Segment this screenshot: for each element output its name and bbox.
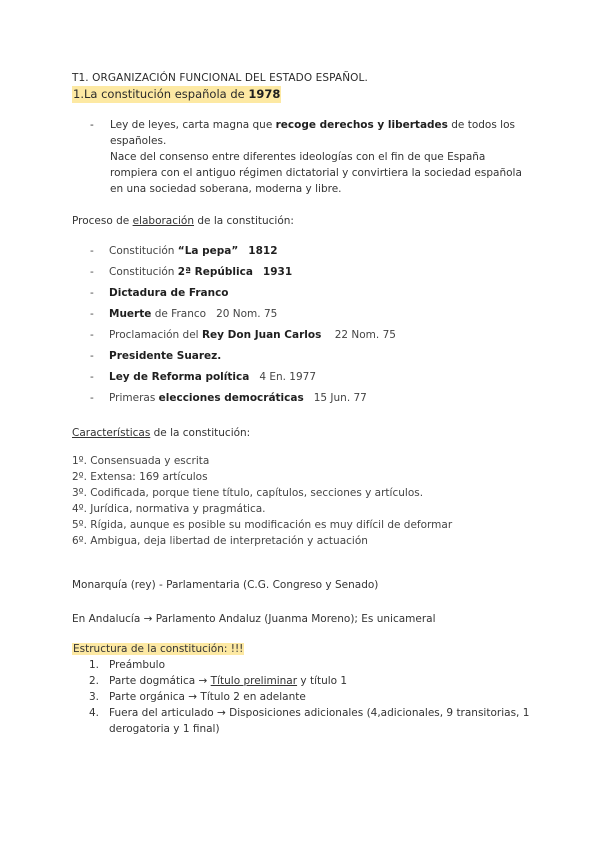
intro-line-2: Nace del consenso entre diferentes ideologías con el fin de que España rompiera con el antiguo régimen dictatorial y convirtiera la sociedad española en una sociedad soberana, moderna y libre.: [110, 151, 522, 195]
characteristics-heading: Características de la constitución:: [72, 427, 251, 439]
process-text: [253, 266, 263, 278]
andalucia-line: En Andalucía → Parlamento Andaluz (Juanma Moreno); Es unicameral: [72, 613, 436, 625]
process-text: Proclamación del: [109, 329, 202, 341]
structure-section: [72, 641, 532, 737]
process-item: [72, 388, 532, 409]
structure-text: Preámbulo: [109, 659, 166, 671]
section-heading-constitution: 1.La constitución española de 1978: [73, 87, 281, 101]
process-text: Dictadura de Franco: [109, 287, 229, 299]
structure-text-underlined: Título preliminar: [210, 675, 298, 687]
structure-number: 4.: [89, 707, 100, 719]
process-text: Presidente Suarez.: [109, 350, 222, 362]
process-text: 15 Jun. 77: [303, 392, 367, 404]
structure-item: [72, 689, 532, 705]
process-item: [72, 283, 532, 304]
process-heading: Proceso de elaboración de la constitución:: [72, 215, 294, 227]
structure-text-tail: y título 1: [297, 675, 348, 687]
structure-text: Parte orgánica → Título 2 en adelante: [109, 691, 306, 703]
process-dash: -: [90, 371, 94, 383]
intro-paragraph: [72, 117, 532, 197]
process-text: 1812: [248, 245, 278, 257]
characteristic-item: 2º. Extensa: 169 artículos: [72, 471, 208, 483]
process-list: [72, 241, 532, 409]
process-dash: -: [90, 287, 94, 299]
process-text: Ley de Reforma política: [109, 371, 250, 383]
process-text: Primeras: [109, 392, 159, 404]
structure-number: 1.: [89, 659, 100, 671]
intro-line-1: Ley de leyes, carta magna que recoge derechos y libertades de todos los españoles.: [110, 119, 515, 147]
process-dash: -: [90, 266, 94, 278]
characteristic-item: 1º. Consensuada y escrita: [72, 455, 210, 467]
process-text: [238, 245, 248, 257]
process-text: 4 En. 1977: [249, 371, 317, 383]
monarchy-line: Monarquía (rey) - Parlamentaria (C.G. Congreso y Senado): [72, 579, 379, 591]
process-text: 1931: [262, 266, 293, 278]
process-text: Constitución: [109, 245, 178, 257]
characteristic-item: 5º. Rígida, aunque es posible su modificación es muy difícil de deformar: [72, 519, 453, 531]
process-text: Muerte: [109, 308, 152, 320]
process-text: 2ª República: [177, 266, 253, 278]
process-item: [72, 367, 532, 388]
process-item: [72, 262, 532, 283]
process-item: [72, 304, 532, 325]
characteristics-list: [72, 453, 532, 549]
structure-item: [72, 657, 532, 673]
process-text: elecciones democráticas: [158, 392, 304, 404]
structure-list: [72, 657, 532, 737]
structure-item: [72, 705, 532, 737]
process-item: [72, 241, 532, 262]
process-dash: -: [90, 245, 94, 257]
process-dash: -: [90, 392, 94, 404]
structure-heading: Estructura de la constitución: !!!: [73, 643, 244, 655]
document-page: [72, 70, 532, 737]
structure-item: [72, 673, 532, 689]
process-text: Constitución: [109, 266, 178, 278]
characteristic-item: 4º. Jurídica, normativa y pragmática.: [72, 503, 266, 515]
document-title: T1. ORGANIZACIÓN FUNCIONAL DEL ESTADO ESPAÑOL.: [72, 72, 368, 84]
process-text: Rey Don Juan Carlos: [201, 329, 322, 341]
process-item: [72, 346, 532, 367]
structure-text: Fuera del articulado → Disposiciones adicionales (4,adicionales, 9 transitorias, 1 derogatoria y 1 final): [109, 707, 530, 735]
process-dash: -: [90, 350, 94, 362]
structure-text: Parte dogmática →: [109, 675, 211, 687]
process-dash: -: [90, 308, 94, 320]
process-item: [72, 325, 532, 346]
structure-number: 3.: [89, 691, 100, 703]
process-text: “La pepa”: [177, 245, 239, 257]
characteristic-item: 6º. Ambigua, deja libertad de interpretación y actuación: [72, 535, 368, 547]
process-text: de Franco 20 Nom. 75: [151, 308, 278, 320]
process-dash: -: [90, 329, 94, 341]
intro-dash: -: [90, 119, 94, 131]
characteristic-item: 3º. Codificada, porque tiene título, capítulos, secciones y artículos.: [72, 487, 424, 499]
structure-number: 2.: [89, 675, 100, 687]
process-text: 22 Nom. 75: [321, 329, 396, 341]
